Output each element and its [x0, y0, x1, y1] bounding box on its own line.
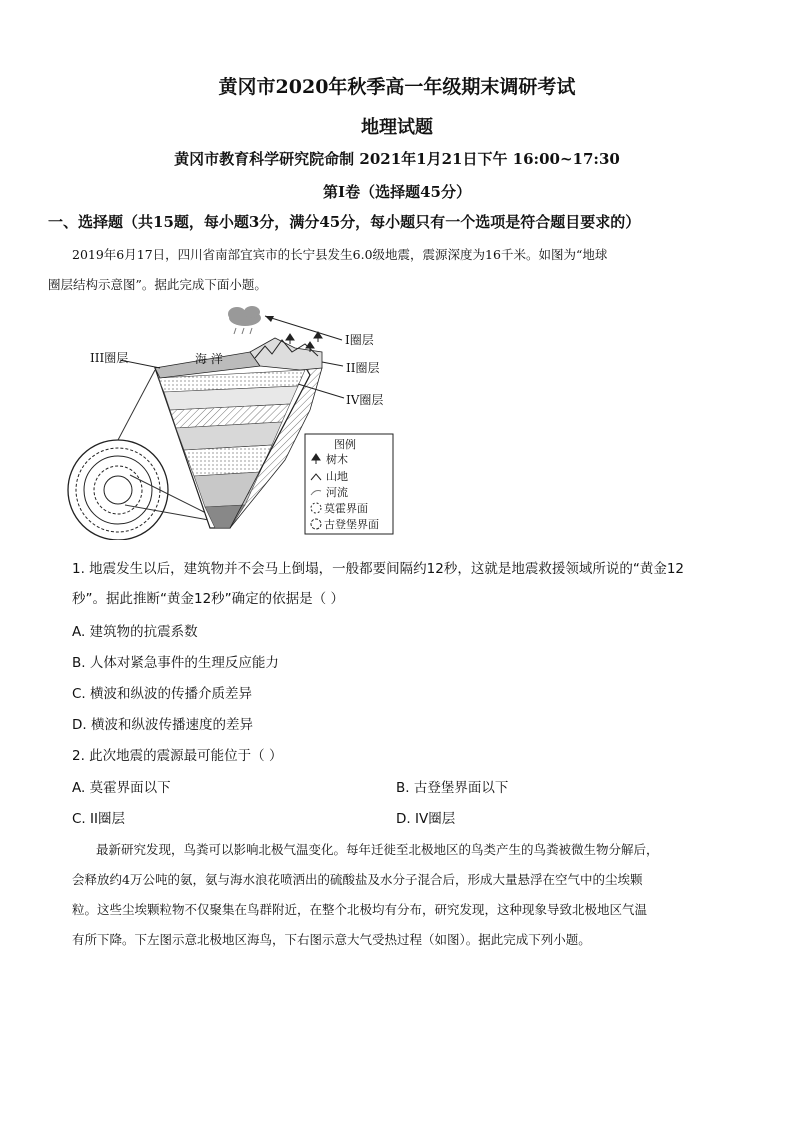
issuer-time-line: 黄冈市教育科学研究院命制 2021年1月21日下午 16:00~17:30	[174, 150, 620, 168]
passage2-line4: 有所下降。下左图示意北极地区海鸟，下右图示意大气受热过程（如图）。据此完成下列小题。	[72, 932, 591, 947]
layer4-label: IV圈层	[346, 393, 384, 407]
passage2-line2: 会释放约4万公吨的氨，氨与海水浪花喷洒出的硫酸盐及水分子混合后，形成大量悬浮在空气中的尘埃颗	[72, 872, 643, 887]
legend-item-mountain: 山地	[326, 470, 348, 483]
layer3-label: III圈层	[90, 351, 129, 365]
exam-title: 黄冈市2020年秋季高一年级期末调研考试	[218, 76, 576, 98]
q1-option-a: A. 建筑物的抗震系数	[72, 624, 198, 640]
passage2-line1: 最新研究发现，鸟粪可以影响北极气温变化。每年迁徙至北极地区的鸟类产生的鸟粪被微生物分解后，	[96, 842, 659, 857]
q1-stem-line1: 1. 地震发生以后，建筑物并不会马上倒塌，一般都要间隔约12秒，这就是地震救援领域所说的“黄金12	[72, 561, 685, 577]
passage1-line1: 2019年6月17日，四川省南部宜宾市的长宁县发生6.0级地震，震源深度为16千米。如图为“地球	[72, 247, 608, 262]
q2-option-b: B. 古登堡界面以下	[396, 780, 509, 796]
core-circles	[68, 440, 168, 540]
q2-option-d: D. IV圈层	[396, 811, 456, 827]
cloud-rain-icon	[228, 306, 261, 334]
q2-option-c: C. II圈层	[72, 811, 125, 827]
q1-option-d: D. 横波和纵波传播速度的差异	[72, 717, 253, 733]
layer2-label: II圈层	[346, 361, 380, 375]
q1-option-b: B. 人体对紧急事件的生理反应能力	[72, 655, 279, 671]
legend-title: 图例	[334, 438, 356, 451]
mountain-surface	[250, 338, 322, 370]
passage1-line2: 圈层结构示意图”。据此完成下面小题。	[48, 277, 267, 292]
layer1-label: I圈层	[345, 333, 374, 347]
ocean-label: 海 洋	[195, 352, 223, 366]
legend-item-moho: 莫霍界面	[324, 502, 368, 515]
passage2-line3: 粒。这些尘埃颗粒物不仅聚集在鸟群附近，在整个北极均有分布，研究发现，这种现象导致北极地区气温	[72, 902, 648, 917]
subject-title: 地理试题	[361, 117, 433, 138]
section-heading: 一、选择题（共15题，每小题3分，满分45分，每小题只有一个选项是符合题目要求的）	[48, 213, 641, 231]
earth-layer-figure	[60, 300, 420, 540]
q2-stem: 2. 此次地震的震源最可能位于（ ）	[72, 748, 283, 764]
q2-option-a: A. 莫霍界面以下	[72, 780, 171, 796]
q1-stem-line2: 秒”。据此推断“黄金12秒”确定的依据是（ ）	[72, 591, 344, 607]
legend-item-tree: 树木	[326, 453, 348, 466]
volume-heading: 第I卷（选择题45分）	[323, 183, 471, 201]
legend-item-gutenberg: 古登堡界面	[324, 518, 379, 531]
q1-option-c: C. 横波和纵波的传播介质差异	[72, 686, 253, 702]
legend-item-river: 河流	[326, 486, 348, 499]
